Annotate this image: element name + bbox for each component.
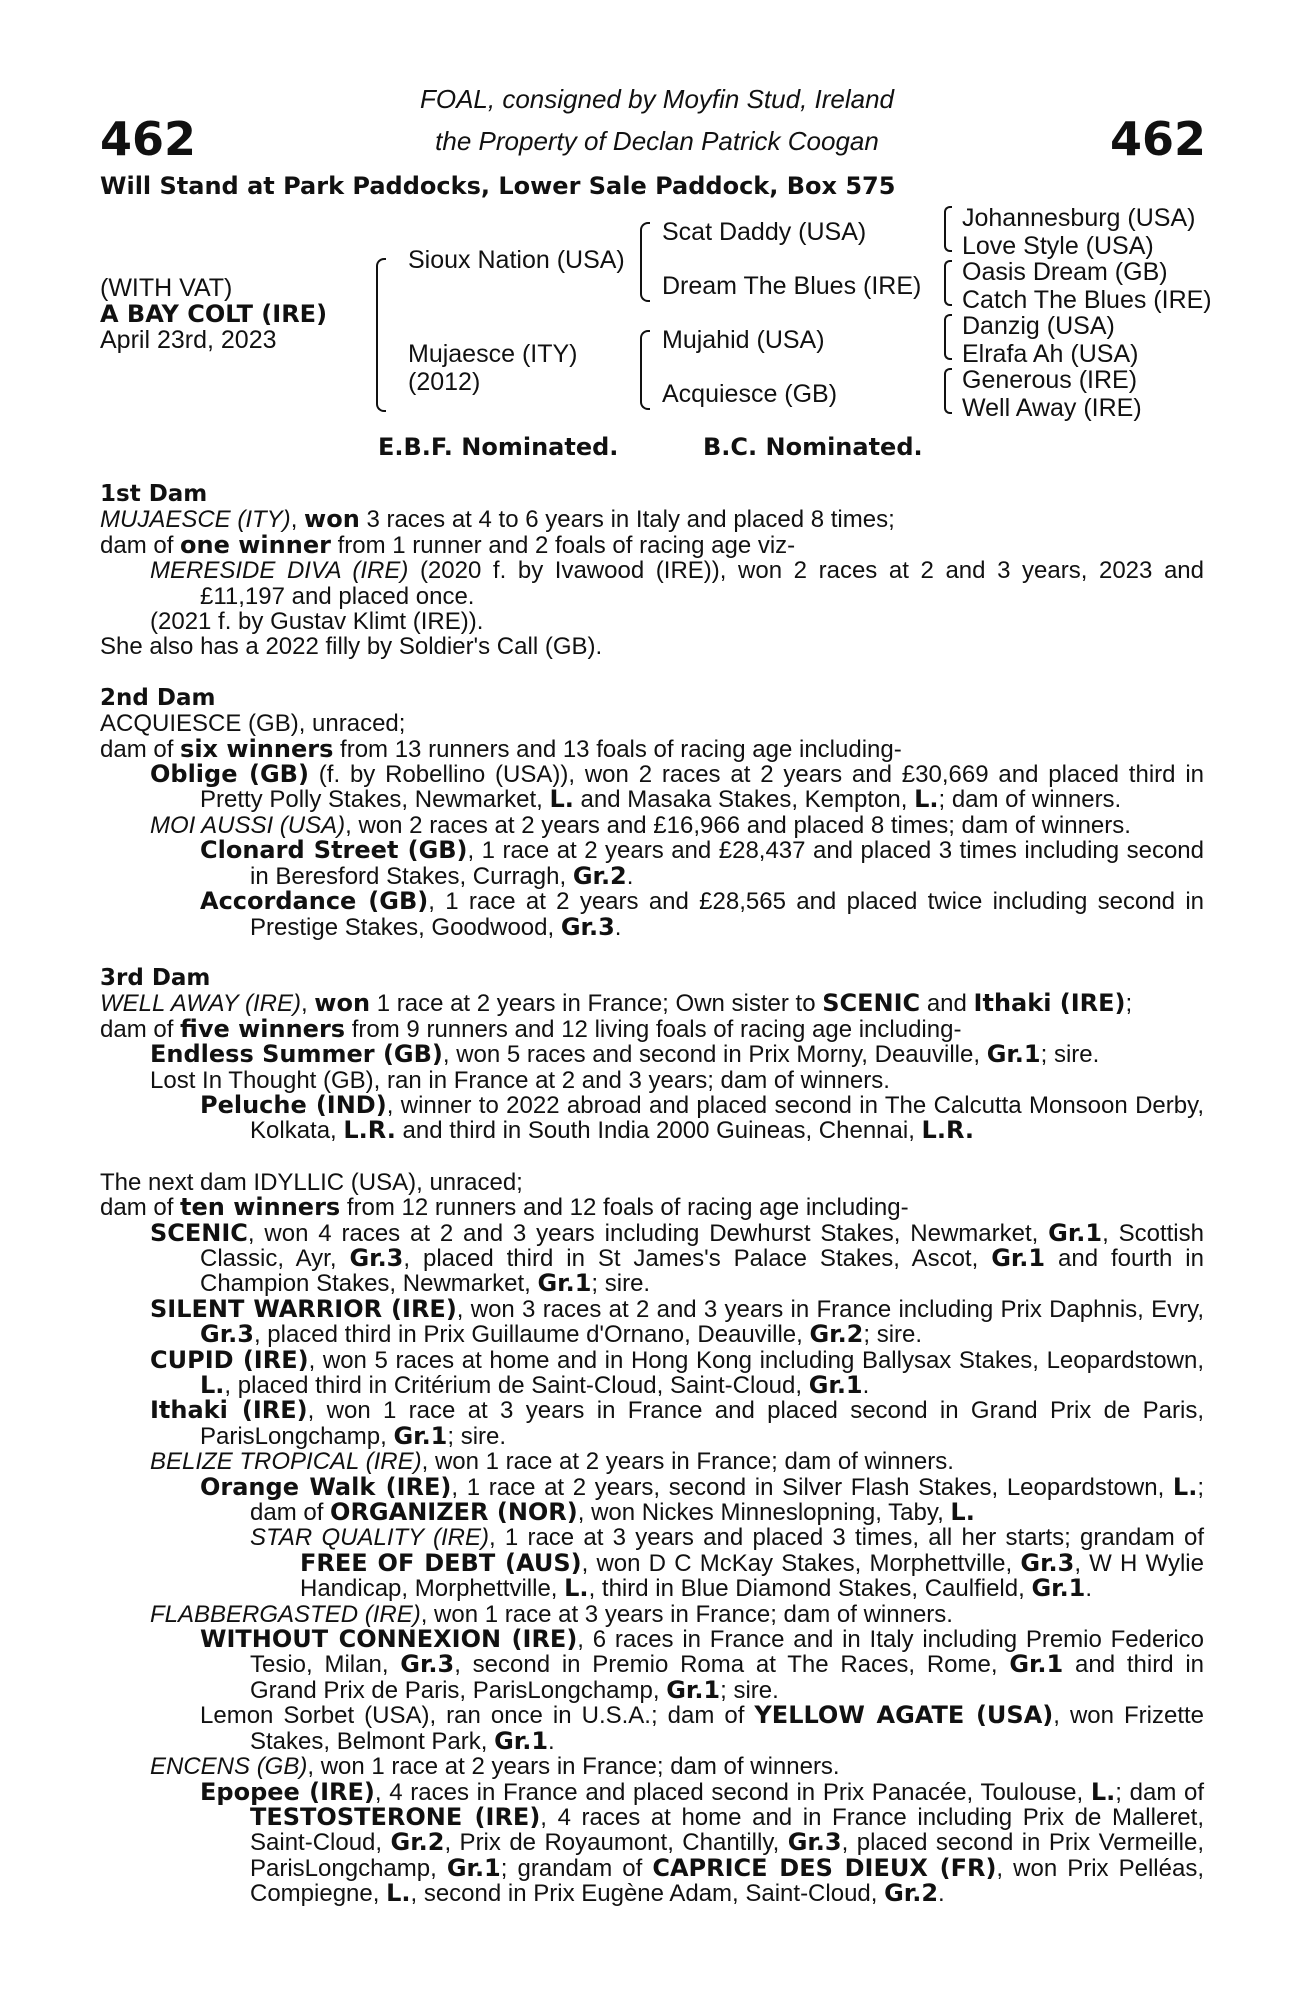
dam2-produce-moi-aussi: MOI AUSSI (USA), won 2 races at 2 years and £16,966 and placed 8 times; dam of winners. bbox=[150, 811, 1131, 839]
produce-without-connexion: WITHOUT CONNEXION (IRE), 6 races in France and in Italy including Premio Federico Tesio, Milan, Gr.3, second in Premio Roma at The Races, Rome, Gr.1 and third in Grand Prix de Paris, ParisLongchamp, Gr.1; sire. bbox=[200, 1625, 1205, 1704]
property-line: the Property of Declan Patrick Coogan bbox=[435, 126, 879, 156]
section-3rd-dam: 3rd Dam bbox=[100, 964, 211, 991]
brace-ds bbox=[944, 314, 952, 360]
section-2nd-dam: 2nd Dam bbox=[100, 684, 216, 711]
vat-note: (WITH VAT) bbox=[100, 274, 233, 302]
sire-sire: Scat Daddy (USA) bbox=[662, 218, 867, 246]
dam2-produce-clonard: Clonard Street (GB), 1 race at 2 years and £28,437 and placed 3 times including second in Beresford Stakes, Curragh, Gr.2. bbox=[200, 836, 1205, 890]
produce-cupid: CUPID (IRE), won 5 races at home and in Hong Kong including Ballysax Stakes, Leopardstown, L., placed third in Critérium de Saint-Cloud, Saint-Cloud, Gr.1. bbox=[150, 1345, 1205, 1399]
dam-year: (2012) bbox=[408, 368, 481, 396]
dam2-produce-oblige: Oblige (GB) (f. by Robellino (USA)), won 2 races at 2 years and £30,669 and placed third in Pretty Polly Stakes, Newmarket, L. and Masaka Stakes, Kempton, L.; dam of winners. bbox=[150, 760, 1205, 814]
dam-sire-sire: Danzig (USA) bbox=[962, 312, 1115, 340]
produce-lemon-sorbet: Lemon Sorbet (USA), ran once in U.S.A.; dam of YELLOW AGATE (USA), won Frizette Stakes, Belmont Park, Gr.1. bbox=[200, 1701, 1205, 1755]
dam1-line2: dam of one winner from 1 runner and 2 foals of racing age viz- bbox=[100, 530, 796, 559]
dam-dam-sire: Generous (IRE) bbox=[962, 366, 1138, 394]
dam2-line1: ACQUIESCE (GB), unraced; bbox=[100, 710, 406, 738]
sire-dam-sire: Oasis Dream (GB) bbox=[962, 258, 1168, 286]
sire: Sioux Nation (USA) bbox=[408, 246, 625, 274]
dam3-produce-lost-in-thought: Lost In Thought (GB), ran in France at 2 and 3 years; dam of winners. bbox=[150, 1066, 890, 1094]
brace-sd bbox=[944, 260, 952, 306]
foaling-date: April 23rd, 2023 bbox=[100, 326, 277, 354]
produce-flabbergasted: FLABBERGASTED (IRE), won 1 race at 3 years in France; dam of winners. bbox=[150, 1600, 953, 1628]
dam1-line1: MUJAESCE (ITY), won 3 races at 4 to 6 years in Italy and placed 8 times; bbox=[100, 505, 895, 534]
horse-name: A BAY COLT (IRE) bbox=[100, 300, 328, 328]
lot-number-right: 462 bbox=[1109, 112, 1206, 166]
sire-sire-sire: Johannesburg (USA) bbox=[962, 204, 1196, 232]
dam2-line2: dam of six winners from 13 runners and 13 foals of racing age including- bbox=[100, 734, 902, 763]
dam1-produce-mereside: MERESIDE DIVA (IRE) (2020 f. by Ivawood (IRE)), won 2 races at 2 and 3 years, 2023 and £11,197 and placed once. bbox=[150, 557, 1205, 610]
dam3-produce-peluche: Peluche (IND), winner to 2022 abroad and placed second in The Calcutta Monsoon Derby, Kolkata, L.R. and third in South India 2000 Guineas, Chennai, L.R. bbox=[200, 1090, 1204, 1145]
produce-orange-walk: Orange Walk (IRE), 1 race at 2 years, second in Silver Flash Stakes, Leopardstown, L.; dam of ORGANIZER (NOR), won Nickes Minneslopning, Taby, L. bbox=[200, 1472, 1204, 1527]
sire-dam: Dream The Blues (IRE) bbox=[662, 272, 922, 300]
produce-star-quality: STAR QUALITY (IRE), 1 race at 3 years and placed 3 times, all her starts; grandam of FREE OF DEBT (AUS), won D C McKay Stakes, Morphettville, Gr.3, W H Wylie Handicap, Morphettville, L., third in Blue Diamond Stakes, Caulfield, Gr.1. bbox=[250, 1524, 1205, 1603]
produce-epopee: Epopee (IRE), 4 races in France and placed second in Prix Panacée, Toulouse, L.; dam of TESTOSTERONE (IRE), 4 races at home and in France including Prix de Malleret, Saint-Cloud, Gr.2, Prix de Royaumont, Chantilly, Gr.3, placed second in Prix Vermeille, ParisLongchamp, Gr.1; grandam of CAPRICE DES DIEUX (FR), won Prix Pelléas, Compiegne, L., second in Prix Eugène Adam, Saint-Cloud, Gr.2. bbox=[200, 1777, 1204, 1908]
lot-number-left: 462 bbox=[100, 112, 197, 166]
brace-dam bbox=[640, 330, 650, 410]
brace-dd bbox=[944, 368, 952, 414]
dam2-produce-accordance: Accordance (GB), 1 race at 2 years and £28,565 and placed twice including second in Prestige Stakes, Goodwood, Gr.3. bbox=[200, 887, 1205, 941]
dam-dam-dam: Well Away (IRE) bbox=[962, 394, 1142, 422]
consignor-line: FOAL, consigned by Moyfin Stud, Ireland bbox=[419, 84, 895, 114]
dam3-produce-endless-summer: Endless Summer (GB), won 5 races and second in Prix Morny, Deauville, Gr.1; sire. bbox=[150, 1040, 1100, 1069]
stand-info: Will Stand at Park Paddocks, Lower Sale Paddock, Box 575 bbox=[100, 172, 896, 200]
section-1st-dam: 1st Dam bbox=[100, 481, 208, 507]
brace-main bbox=[376, 258, 386, 412]
dam1-produce-2021: (2021 f. by Gustav Klimt (IRE)). bbox=[150, 608, 484, 636]
dam1-note: She also has a 2022 filly by Soldier's Call (GB). bbox=[100, 633, 603, 661]
bc-nomination: B.C. Nominated. bbox=[703, 433, 923, 461]
dam-dam: Acquiesce (GB) bbox=[662, 380, 838, 408]
produce-belize-tropical: BELIZE TROPICAL (IRE), won 1 race at 2 years in France; dam of winners. bbox=[150, 1448, 954, 1476]
catalogue-body bbox=[100, 482, 1204, 1907]
dam-sire-dam: Elrafa Ah (USA) bbox=[962, 340, 1139, 368]
produce-encens: ENCENS (GB), won 1 race at 2 years in France; dam of winners. bbox=[150, 1753, 840, 1781]
next-dam-line1: The next dam IDYLLIC (USA), unraced; bbox=[100, 1168, 523, 1196]
produce-ithaki: Ithaki (IRE), won 1 race at 3 years in France and placed second in Grand Prix de Paris, ParisLongchamp, Gr.1; sire. bbox=[150, 1396, 1205, 1450]
dam3-line2: dam of five winners from 9 runners and 12 living foals of racing age including- bbox=[100, 1014, 962, 1043]
sire-sire-dam: Love Style (USA) bbox=[962, 232, 1154, 260]
dam: Mujaesce (ITY) bbox=[408, 340, 578, 368]
ebf-nomination: E.B.F. Nominated. bbox=[378, 433, 619, 461]
brace-sire bbox=[640, 222, 650, 302]
next-dam-line2: dam of ten winners from 12 runners and 12 foals of racing age including- bbox=[100, 1193, 909, 1222]
produce-scenic: SCENIC, won 4 races at 2 and 3 years including Dewhurst Stakes, Newmarket, Gr.1, Scottish Classic, Ayr, Gr.3, placed third in St James's Palace Stakes, Ascot, Gr.1 and fourth in Champion Stakes, Newmarket, Gr.1; sire. bbox=[150, 1218, 1204, 1298]
brace-ss bbox=[944, 206, 952, 252]
dam3-line1: WELL AWAY (IRE), won 1 race at 2 years in France; Own sister to SCENIC and Ithaki (IRE); bbox=[100, 989, 1133, 1018]
dam-sire: Mujahid (USA) bbox=[662, 326, 825, 354]
sire-dam-dam: Catch The Blues (IRE) bbox=[962, 286, 1212, 314]
produce-silent-warrior: SILENT WARRIOR (IRE), won 3 races at 2 and 3 years in France including Prix Daphnis, Evry, Gr.3, placed third in Prix Guillaume d'Ornano, Deauville, Gr.2; sire. bbox=[150, 1294, 1204, 1349]
